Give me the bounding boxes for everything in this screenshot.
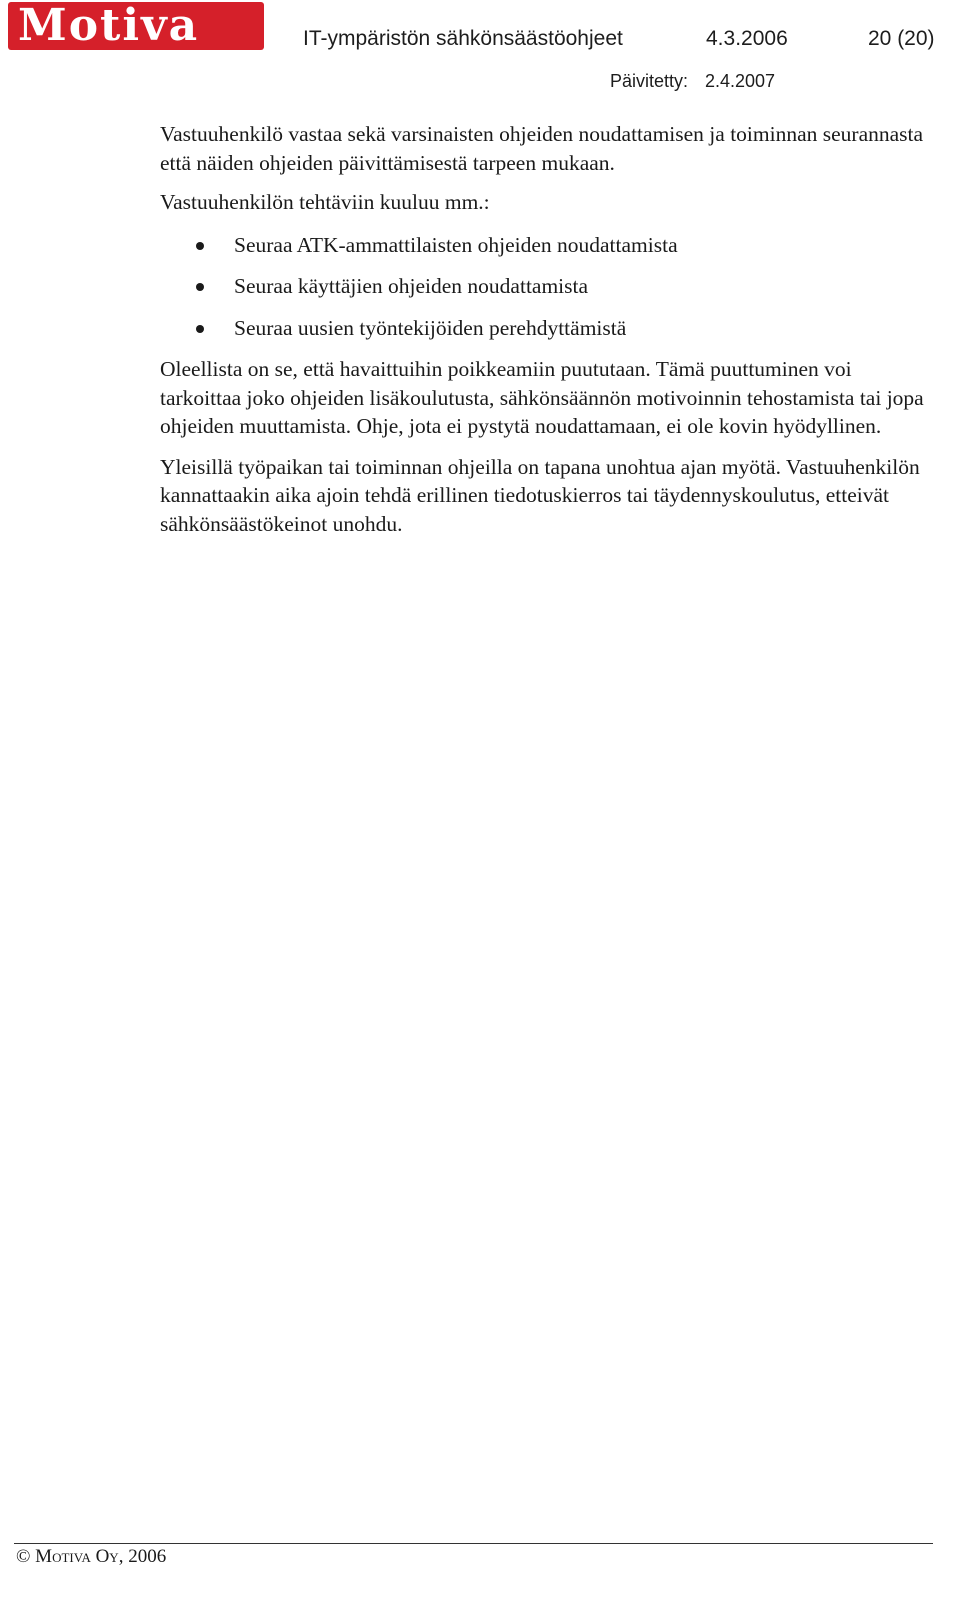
document-body [160, 120, 935, 538]
list-item [160, 272, 935, 301]
list-item [160, 231, 935, 260]
bullet-icon [196, 325, 204, 333]
paragraph-reminders: Yleisillä työpaikan tai toiminnan ohjeilla on tapana unohtua ajan myötä. Vastuuhenkilön kannattaakin aika ajoin tehdä erillinen tiedotuskierros tai täydennyskoulutus, etteivät sähkönsäästökeinot unohdu. [160, 454, 920, 536]
paragraph-responsibility: Vastuuhenkilö vastaa sekä varsinaisten ohjeiden noudattamisen ja toiminnan seurannasta että näiden ohjeiden päivittämisestä tarpeen mukaan. [160, 122, 924, 175]
paragraph-duties-intro: Vastuuhenkilön tehtäviin kuuluu mm.: [160, 190, 490, 214]
updated-date: 2.4.2007 [705, 71, 776, 91]
list-item-text: Seuraa uusien työntekijöiden perehdyttämistä [234, 315, 627, 340]
page-number: 20 (20) [868, 27, 935, 50]
bullet-icon [196, 283, 204, 291]
footer-copyright: © Motiva Oy, 2006 [16, 1546, 167, 1567]
list-item-text: Seuraa käyttäjien ohjeiden noudattamista [234, 274, 589, 298]
motiva-logo [8, 2, 264, 50]
list-item-text: Seuraa ATK-ammattilaisten ohjeiden noudattamista [234, 232, 678, 257]
document-date: 4.3.2006 [706, 27, 788, 50]
duties-list [160, 231, 935, 343]
bullet-icon [196, 242, 204, 250]
logo-text: Motiva [18, 2, 200, 50]
list-item [160, 314, 935, 343]
updated-label: Päivitetty: [610, 71, 689, 91]
document-title: IT-ympäristön sähkönsäästöohjeet [303, 27, 623, 50]
paragraph-deviations: Oleellista on se, että havaittuihin poikkeamiin puututaan. Tämä puuttuminen voi tarkoittaa joko ohjeiden lisäkoulutusta, sähkönsäännön motivoinnin tehostamista tai jopa ohjeiden muuttamista. Ohje, jota ei pystytä noudattamaan, ei ole kovin hyödyllinen. [160, 357, 924, 438]
footer-divider [14, 1543, 933, 1544]
